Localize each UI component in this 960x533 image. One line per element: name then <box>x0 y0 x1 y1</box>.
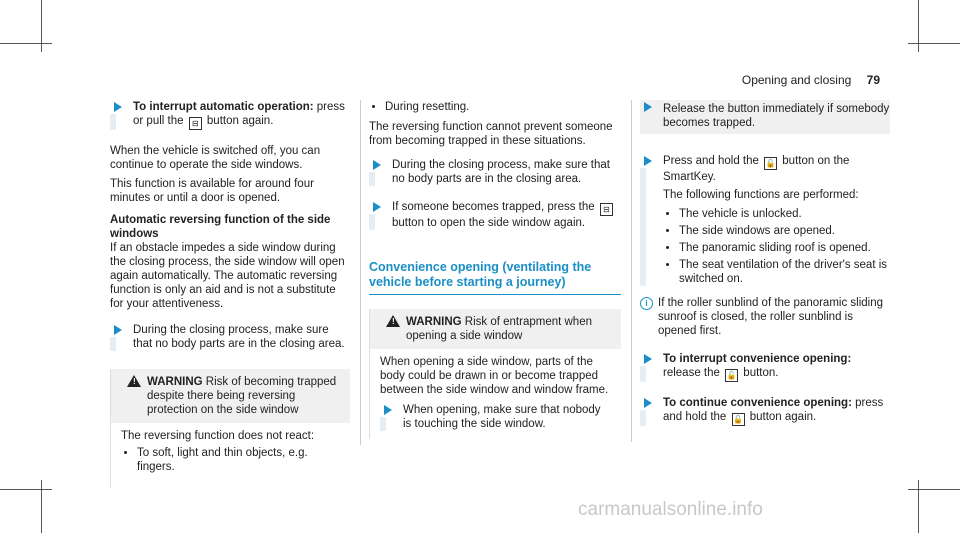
column-divider <box>631 100 632 442</box>
crop-mark <box>41 0 42 52</box>
paragraph: The reversing function cannot prevent someone from becoming trapped in these situations. <box>369 121 613 147</box>
page-header <box>742 73 880 87</box>
step-interrupt-automatic: To interrupt automatic operation: press or pull the ⊟ button again. <box>110 100 350 130</box>
list-item: • To soft, light and thin objects, e.g. fingers. <box>137 446 340 474</box>
crop-mark <box>918 480 919 533</box>
unlock-key-icon: 🔓 <box>726 371 737 380</box>
step-closing-area: During the closing process, make sure that no body parts are in the closing area. <box>369 158 621 186</box>
info-icon: i <box>640 297 653 310</box>
column-3 <box>640 100 890 440</box>
step-arrow-icon <box>373 160 381 170</box>
step-trapped: If someone becomes trapped, press the ⊟ button to open the side window again. <box>369 200 621 230</box>
section-title: Convenience opening (ventilating the vehicle before starting a journey) <box>369 260 621 295</box>
step-arrow-icon <box>644 156 652 166</box>
step-arrow-icon <box>644 354 652 364</box>
column-1 <box>110 100 350 488</box>
warning-icon: ! <box>386 315 400 327</box>
unlock-key-icon: 🔓 <box>733 415 743 424</box>
step-interrupt-convenience: To interrupt convenience opening: release the 🔓 button. <box>640 352 890 382</box>
column-2 <box>369 100 621 439</box>
info-note: i If the roller sunblind of the panoramic sliding sunroof is closed, the roller sunblind is opened first. <box>640 296 890 338</box>
step-continue-convenience: To continue convenience opening: press and hold the 🔓 button again. <box>640 396 890 426</box>
crop-mark <box>0 489 52 490</box>
list-item: • During resetting. <box>385 100 621 114</box>
warning-box: ! WARNING Risk of becoming trapped despite there being reversing protection on the side window The reversing function does not react: • To soft, light and thin objects, e.g. fingers. <box>110 369 350 488</box>
warning-box: ! WARNING Risk of entrapment when opening a side window When opening a side window, parts of the body could be drawn in or become trapped between the side window and window frame. When opening, make sure that nobody is touching the side window. <box>369 309 621 439</box>
step-arrow-icon <box>114 102 122 112</box>
list-item: • The panoramic sliding roof is opened. <box>679 241 890 255</box>
step-arrow-icon <box>373 202 381 212</box>
watermark: carmanualsonline.info <box>578 499 763 520</box>
paragraph: When the vehicle is switched off, you can continue to operate the side windows. <box>110 145 321 171</box>
paragraph: If an obstacle impedes a side window during the closing process, the side window will open again automatically. The automatic reversing function is only an aid and is not a substitute for your attentiveness. <box>110 242 345 310</box>
section-name: Opening and closing <box>741 73 852 87</box>
paragraph: This function is available for around four minutes or until a door is opened. <box>110 178 314 204</box>
step-closing-area: During the closing process, make sure that no body parts are in the closing area. <box>110 323 350 351</box>
step-arrow-icon <box>114 325 122 335</box>
list-item: • The side windows are opened. <box>679 224 890 238</box>
step-press-hold: Press and hold the 🔓 button on the SmartKey. The following functions are performed: • The vehicle is unlocked. • The side windows are opened. • The panoramic sliding roof is opened. • The seat ventilation of the driver's seat is switched on. <box>640 154 890 286</box>
list-item: • The seat ventilation of the driver's seat is switched on. <box>679 258 890 286</box>
step-arrow-icon <box>384 405 392 415</box>
crop-mark <box>41 480 42 533</box>
crop-mark <box>908 43 960 44</box>
step-opening: When opening, make sure that nobody is touching the side window. <box>380 403 611 431</box>
list-item: • The vehicle is unlocked. <box>679 207 890 221</box>
warning-icon: ! <box>127 375 141 387</box>
paragraph: The following functions are performed: <box>663 189 859 201</box>
column-divider <box>360 100 361 445</box>
subheading: Automatic reversing function of the side windows <box>110 214 331 240</box>
window-switch-icon: ⊟ <box>600 203 613 216</box>
page-number: 79 <box>866 73 880 87</box>
step-release: Release the button immediately if somebody becomes trapped. <box>640 100 890 134</box>
unlock-key-icon: 🔓 <box>765 159 776 168</box>
step-arrow-icon <box>644 398 652 408</box>
window-switch-icon: ⊟ <box>189 117 202 130</box>
step-arrow-icon <box>644 102 652 112</box>
crop-mark <box>0 43 52 44</box>
crop-mark <box>908 489 960 490</box>
crop-mark <box>918 0 919 52</box>
